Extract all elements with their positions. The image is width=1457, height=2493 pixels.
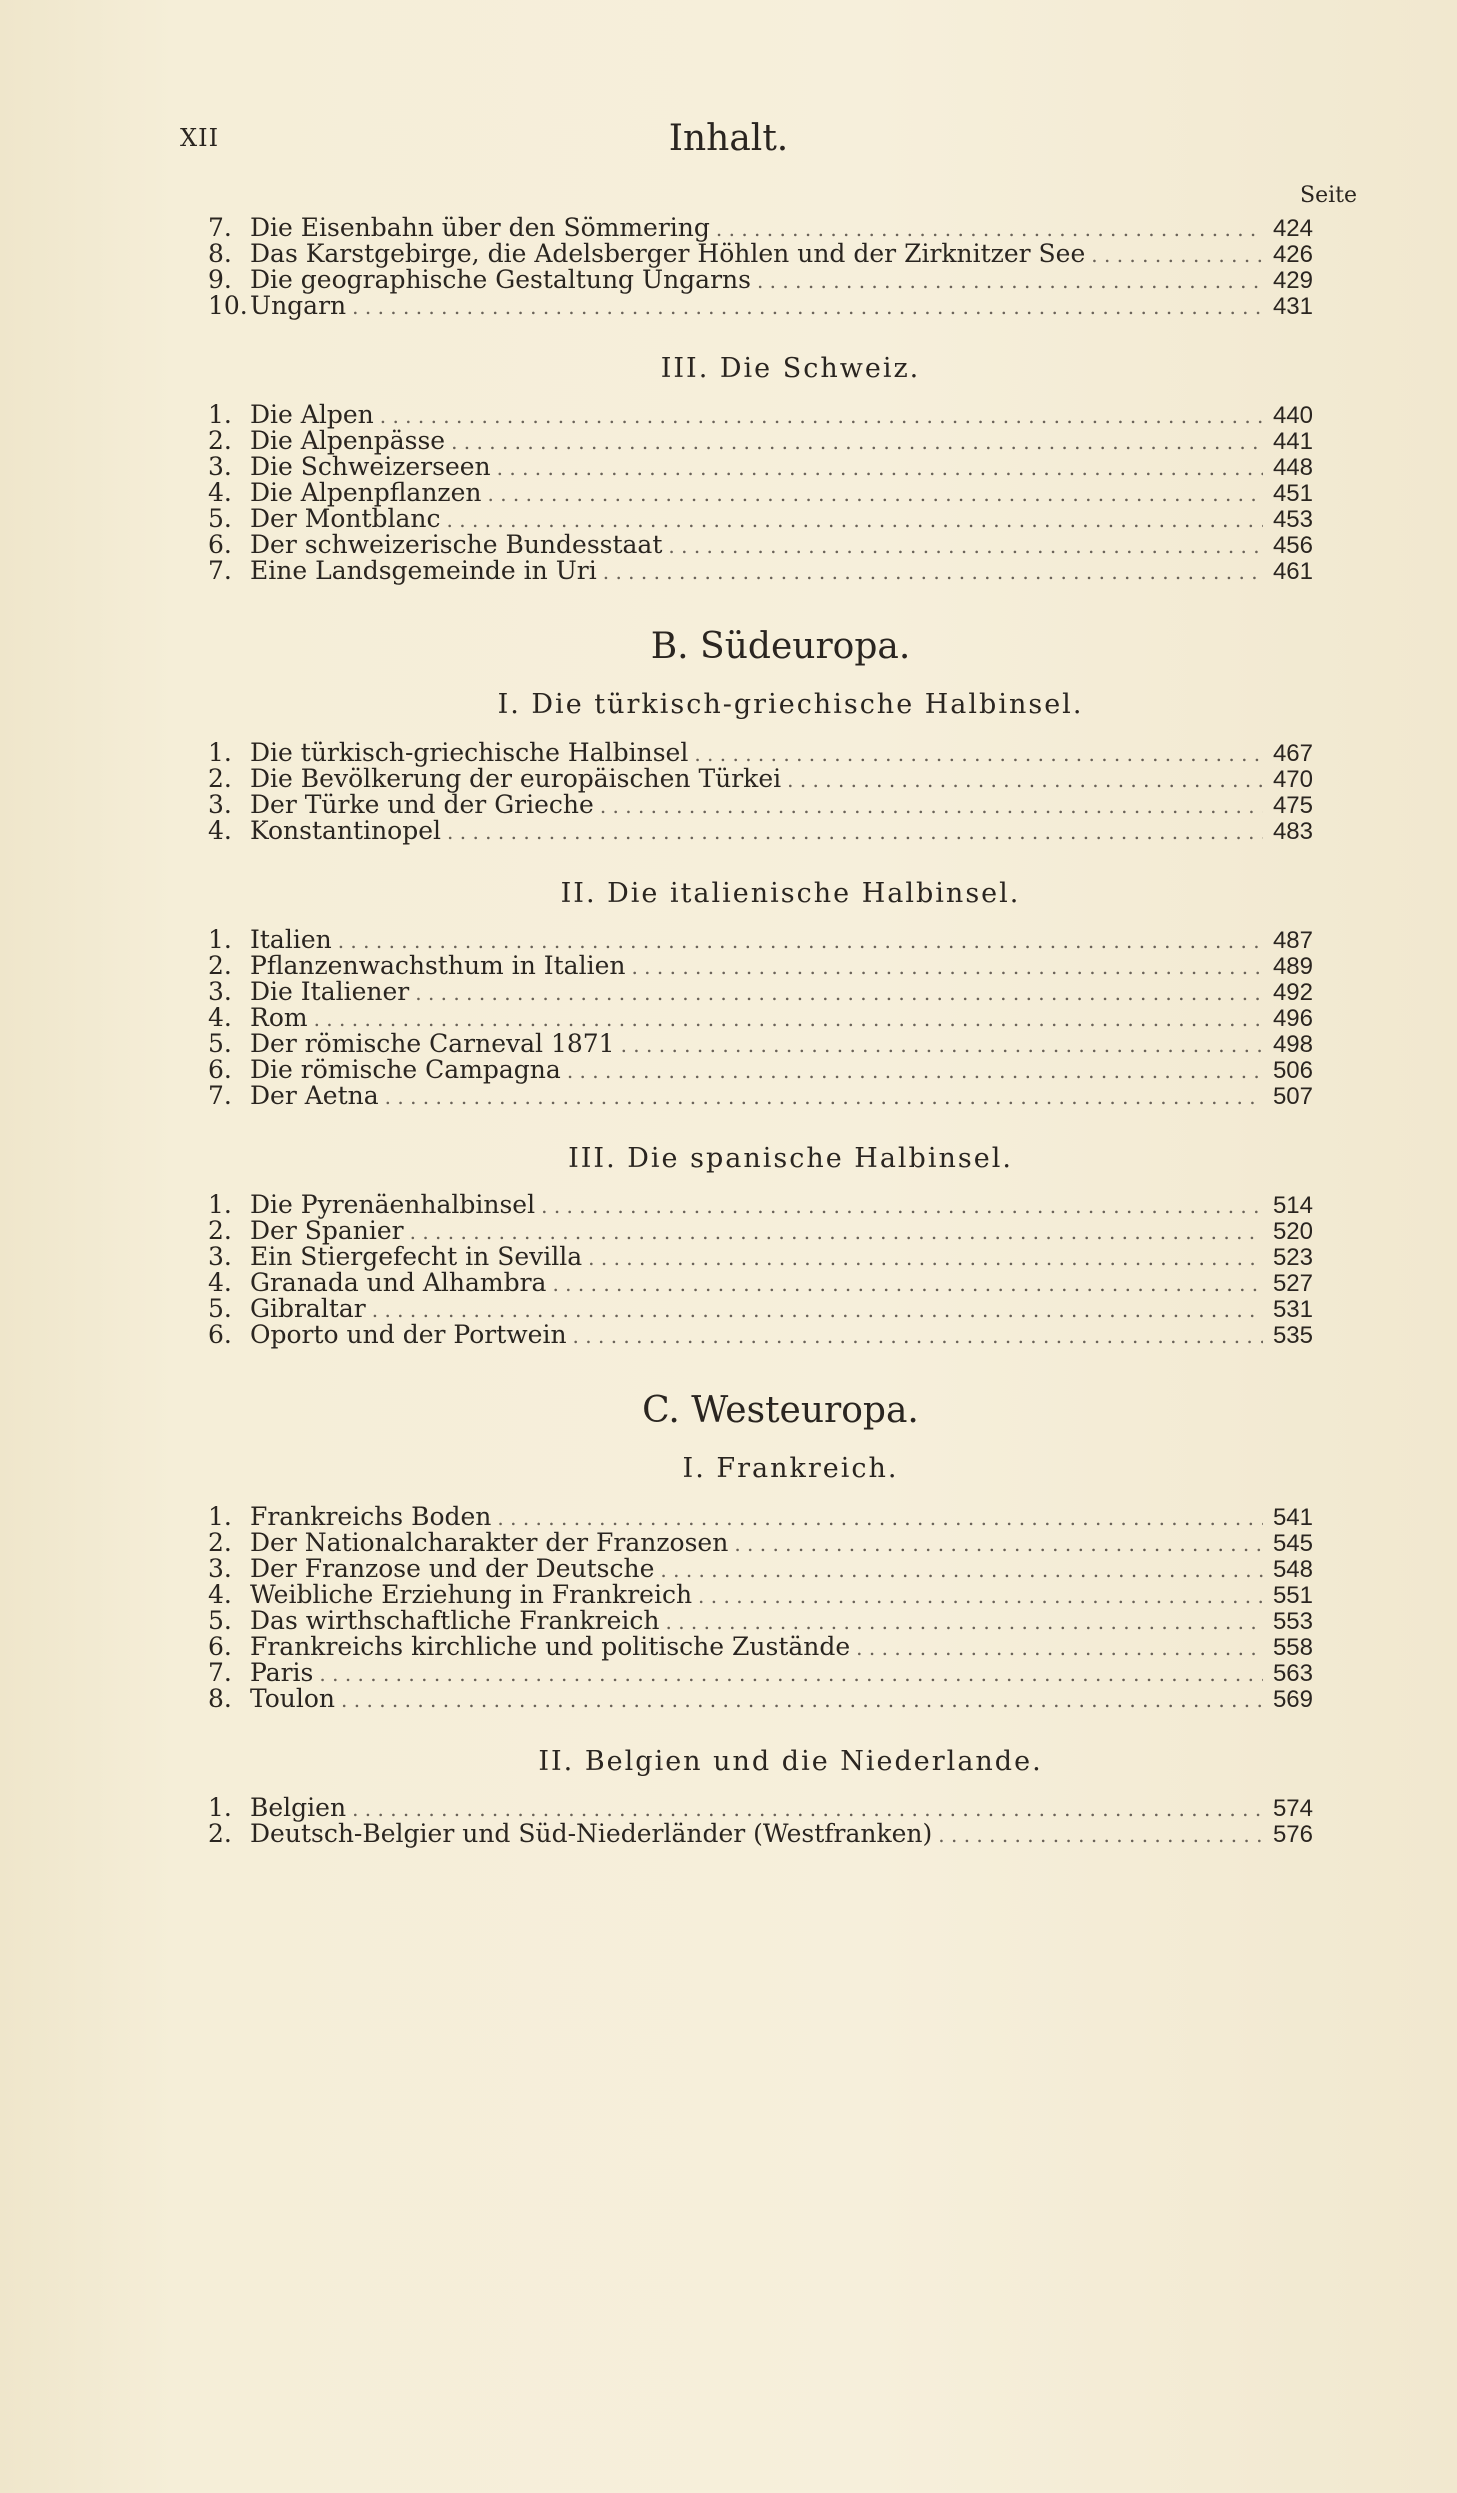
entry-title: Toulon: [250, 1684, 336, 1713]
toc-entry: [208, 1005, 1313, 1031]
entry-number: 1.: [208, 400, 232, 429]
entry-page: 506: [1272, 1057, 1313, 1084]
entry-number: 9.: [208, 265, 232, 294]
entry-number: 8.: [208, 1684, 232, 1713]
leader-dots: [856, 1635, 1263, 1661]
section-heading: I. Frankreich.: [682, 1453, 899, 1484]
entry-number: 3.: [208, 452, 232, 481]
entry-number: 2.: [208, 951, 232, 980]
leader-dots: [698, 1583, 1263, 1609]
entry-page: 483: [1272, 818, 1313, 845]
entry-number: 1.: [208, 1793, 232, 1822]
entry-title: Ungarn: [250, 291, 347, 320]
toc-entry: [208, 293, 1313, 319]
entry-title: Die Pyrenäenhalbinsel: [250, 1190, 536, 1219]
toc-entry: [208, 1582, 1313, 1608]
leader-dots: [938, 1822, 1263, 1848]
entry-number: 1.: [208, 925, 232, 954]
entry-page: 574: [1272, 1795, 1313, 1822]
entry-number: 1.: [208, 1190, 232, 1219]
leader-dots: [631, 954, 1262, 980]
entry-number: 1.: [208, 1502, 232, 1531]
entry-page: 456: [1272, 532, 1313, 559]
leader-dots: [541, 1193, 1263, 1219]
entry-number: 6.: [208, 1632, 232, 1661]
entry-title: Die geographische Gestaltung Ungarns: [250, 265, 751, 294]
entry-number: 5.: [208, 1029, 232, 1058]
entry-page: 475: [1272, 792, 1313, 819]
toc-entry: [208, 1244, 1313, 1270]
entry-page: 492: [1272, 979, 1313, 1006]
toc-entry: [208, 480, 1313, 506]
entry-title: Die Eisenbahn über den Sömmering: [250, 213, 710, 242]
entry-number: 2.: [208, 1216, 232, 1245]
entry-page: 507: [1272, 1083, 1313, 1110]
entry-number: 4.: [208, 816, 232, 845]
entry-number: 7.: [208, 1658, 232, 1687]
entry-number: 5.: [208, 1606, 232, 1635]
entry-title: Der schweizerische Bundesstaat: [250, 530, 663, 559]
entry-page: 498: [1272, 1031, 1313, 1058]
entry-number: 2.: [208, 764, 232, 793]
leader-dots: [319, 1661, 1263, 1687]
leader-dots: [757, 268, 1263, 294]
entry-page: 451: [1272, 480, 1313, 507]
toc-entry: [208, 532, 1313, 558]
entry-page: 431: [1272, 293, 1313, 320]
entry-title: Die Alpen: [250, 400, 374, 429]
leader-dots: [341, 1687, 1263, 1713]
entry-number: 6.: [208, 530, 232, 559]
leader-dots: [621, 1032, 1263, 1058]
entry-number: 8.: [208, 239, 232, 268]
entry-page: 440: [1272, 402, 1313, 429]
section-heading: I. Die türkisch-griechische Halbinsel.: [497, 689, 1084, 720]
toc-entry: [208, 1031, 1313, 1057]
seite-column-label: Seite: [1300, 183, 1357, 208]
toc-entry: [208, 979, 1313, 1005]
entry-title: Konstantinopel: [250, 816, 442, 845]
entry-page: 576: [1272, 1821, 1313, 1848]
page-title: Inhalt.: [668, 118, 789, 159]
leader-dots: [380, 403, 1263, 429]
leader-dots: [787, 767, 1263, 793]
entry-number: 5.: [208, 504, 232, 533]
section-heading: III. Die Schweiz.: [660, 353, 921, 384]
entry-title: Der Spanier: [250, 1216, 404, 1245]
leader-dots: [600, 793, 1263, 819]
entry-title: Die Alpenpflanzen: [250, 478, 482, 507]
entry-page: 551: [1272, 1582, 1313, 1609]
toc-entry: [208, 1504, 1313, 1530]
entry-number: 2.: [208, 1528, 232, 1557]
entry-page: 527: [1272, 1270, 1313, 1297]
entry-number: 4.: [208, 1580, 232, 1609]
entry-number: 10.: [208, 291, 248, 320]
page-folio: XII: [180, 124, 220, 152]
entry-number: 3.: [208, 977, 232, 1006]
entry-page: 553: [1272, 1608, 1313, 1635]
entry-page: 548: [1272, 1556, 1313, 1583]
entry-number: 2.: [208, 1819, 232, 1848]
leader-dots: [451, 429, 1263, 455]
toc-entry: [208, 1192, 1313, 1218]
entry-title: Paris: [250, 1658, 314, 1687]
entry-page: 523: [1272, 1244, 1313, 1271]
toc-entry: [208, 402, 1313, 428]
entry-title: Granada und Alhambra: [250, 1268, 547, 1297]
entry-page: 453: [1272, 506, 1313, 533]
leader-dots: [385, 1084, 1263, 1110]
entry-number: 2.: [208, 426, 232, 455]
entry-title: Frankreichs Boden: [250, 1502, 492, 1531]
toc-entry: [208, 1530, 1313, 1556]
toc-entry: [208, 558, 1313, 584]
entry-title: Der Aetna: [250, 1081, 379, 1110]
leader-dots: [447, 819, 1263, 845]
toc-entry: [208, 215, 1313, 241]
leader-dots: [734, 1531, 1263, 1557]
entry-page: 467: [1272, 740, 1313, 767]
entry-title: Die Bevölkerung der europäischen Türkei: [250, 764, 782, 793]
entry-number: 7.: [208, 213, 232, 242]
entry-page: 487: [1272, 927, 1313, 954]
entry-title: Der römische Carneval 1871: [250, 1029, 615, 1058]
entry-number: 4.: [208, 1268, 232, 1297]
toc-entry: [208, 1686, 1313, 1712]
toc-entry: [208, 1634, 1313, 1660]
entry-number: 4.: [208, 478, 232, 507]
entry-title: Italien: [250, 925, 332, 954]
entry-title: Der Nationalcharakter der Franzosen: [250, 1528, 729, 1557]
entry-page: 441: [1272, 428, 1313, 455]
entry-number: 1.: [208, 738, 232, 767]
toc-entry: [208, 792, 1313, 818]
entry-title: Die Italiener: [250, 977, 410, 1006]
toc-entry: [208, 740, 1313, 766]
entry-number: 7.: [208, 556, 232, 585]
entry-title: Ein Stiergefecht in Sevilla: [250, 1242, 583, 1271]
toc-entry: [208, 1218, 1313, 1244]
toc-entry: [208, 1270, 1313, 1296]
toc-entry: [208, 1821, 1313, 1847]
entry-page: 541: [1272, 1504, 1313, 1531]
leader-dots: [552, 1271, 1262, 1297]
leader-dots: [352, 294, 1263, 320]
entry-number: 3.: [208, 790, 232, 819]
toc-entry: [208, 1795, 1313, 1821]
leader-dots: [573, 1323, 1263, 1349]
entry-page: 569: [1272, 1686, 1313, 1713]
entry-page: 424: [1272, 215, 1313, 242]
toc-entry: [208, 267, 1313, 293]
entry-page: 520: [1272, 1218, 1313, 1245]
entry-page: 448: [1272, 454, 1313, 481]
entry-page: 489: [1272, 953, 1313, 980]
entry-page: 514: [1272, 1192, 1313, 1219]
entry-number: 4.: [208, 1003, 232, 1032]
entry-page: 563: [1272, 1660, 1313, 1687]
entry-page: 426: [1272, 241, 1313, 268]
leader-dots: [487, 481, 1262, 507]
entry-title: Weibliche Erziehung in Frankreich: [250, 1580, 693, 1609]
toc-entry: [208, 927, 1313, 953]
toc-entry: [208, 1322, 1313, 1348]
entry-title: Die Alpenpässe: [250, 426, 446, 455]
leader-dots: [1091, 242, 1263, 268]
entry-title: Der Franzose und der Deutsche: [250, 1554, 655, 1583]
toc-entry: [208, 506, 1313, 532]
toc-entry: [208, 428, 1313, 454]
table-of-contents: [208, 215, 1313, 1847]
entry-number: 3.: [208, 1242, 232, 1271]
entry-title: Die türkisch-griechische Halbinsel: [250, 738, 689, 767]
entry-title: Eine Landsgemeinde in Uri: [250, 556, 597, 585]
toc-entry: [208, 953, 1313, 979]
leader-dots: [567, 1058, 1263, 1084]
leader-dots: [588, 1245, 1263, 1271]
entry-number: 6.: [208, 1320, 232, 1349]
toc-entry: [208, 766, 1313, 792]
entry-title: Der Montblanc: [250, 504, 441, 533]
toc-entry: [208, 1296, 1313, 1322]
toc-entry: [208, 454, 1313, 480]
section-heading: III. Die spanische Halbinsel.: [568, 1143, 1013, 1174]
entry-page: 535: [1272, 1322, 1313, 1349]
section-heading: II. Belgien und die Niederlande.: [538, 1746, 1043, 1777]
entry-title: Oporto und der Portwein: [250, 1320, 567, 1349]
toc-entry: [208, 1608, 1313, 1634]
entry-title: Deutsch-Belgier und Süd-Niederländer (Westfranken): [250, 1819, 933, 1848]
entry-title: Pflanzenwachsthum in Italien: [250, 951, 626, 980]
running-head: [0, 118, 1457, 168]
entry-number: 3.: [208, 1554, 232, 1583]
entry-page: 531: [1272, 1296, 1313, 1323]
section-heading: II. Die italienische Halbinsel.: [560, 878, 1021, 909]
entry-title: Gibraltar: [250, 1294, 366, 1323]
toc-entry: [208, 1057, 1313, 1083]
entry-number: 5.: [208, 1294, 232, 1323]
entry-page: 470: [1272, 766, 1313, 793]
entry-title: Das Karstgebirge, die Adelsberger Höhlen und der Zirknitzer See: [250, 239, 1086, 268]
entry-title: Frankreichs kirchliche und politische Zustände: [250, 1632, 851, 1661]
leader-dots: [603, 559, 1263, 585]
leader-dots: [497, 455, 1263, 481]
entry-title: Rom: [250, 1003, 308, 1032]
entry-title: Die Schweizerseen: [250, 452, 491, 481]
toc-entry: [208, 1660, 1313, 1686]
entry-title: Belgien: [250, 1793, 347, 1822]
toc-entry: [208, 1556, 1313, 1582]
entry-page: 496: [1272, 1005, 1313, 1032]
toc-entry: [208, 818, 1313, 844]
entry-number: 6.: [208, 1055, 232, 1084]
entry-page: 429: [1272, 267, 1313, 294]
entry-title: Die römische Campagna: [250, 1055, 561, 1084]
entry-title: Der Türke und der Grieche: [250, 790, 594, 819]
entry-page: 558: [1272, 1634, 1313, 1661]
entry-page: 545: [1272, 1530, 1313, 1557]
toc-entry: [208, 1083, 1313, 1109]
entry-title: Das wirthschaftliche Frankreich: [250, 1606, 660, 1635]
major-heading: B. Südeuropa.: [650, 626, 911, 667]
leader-dots: [415, 980, 1263, 1006]
leader-dots: [668, 533, 1263, 559]
major-heading: C. Westeuropa.: [642, 1390, 919, 1431]
entry-number: 7.: [208, 1081, 232, 1110]
entry-page: 461: [1272, 558, 1313, 585]
leader-dots: [660, 1557, 1263, 1583]
toc-entry: [208, 241, 1313, 267]
